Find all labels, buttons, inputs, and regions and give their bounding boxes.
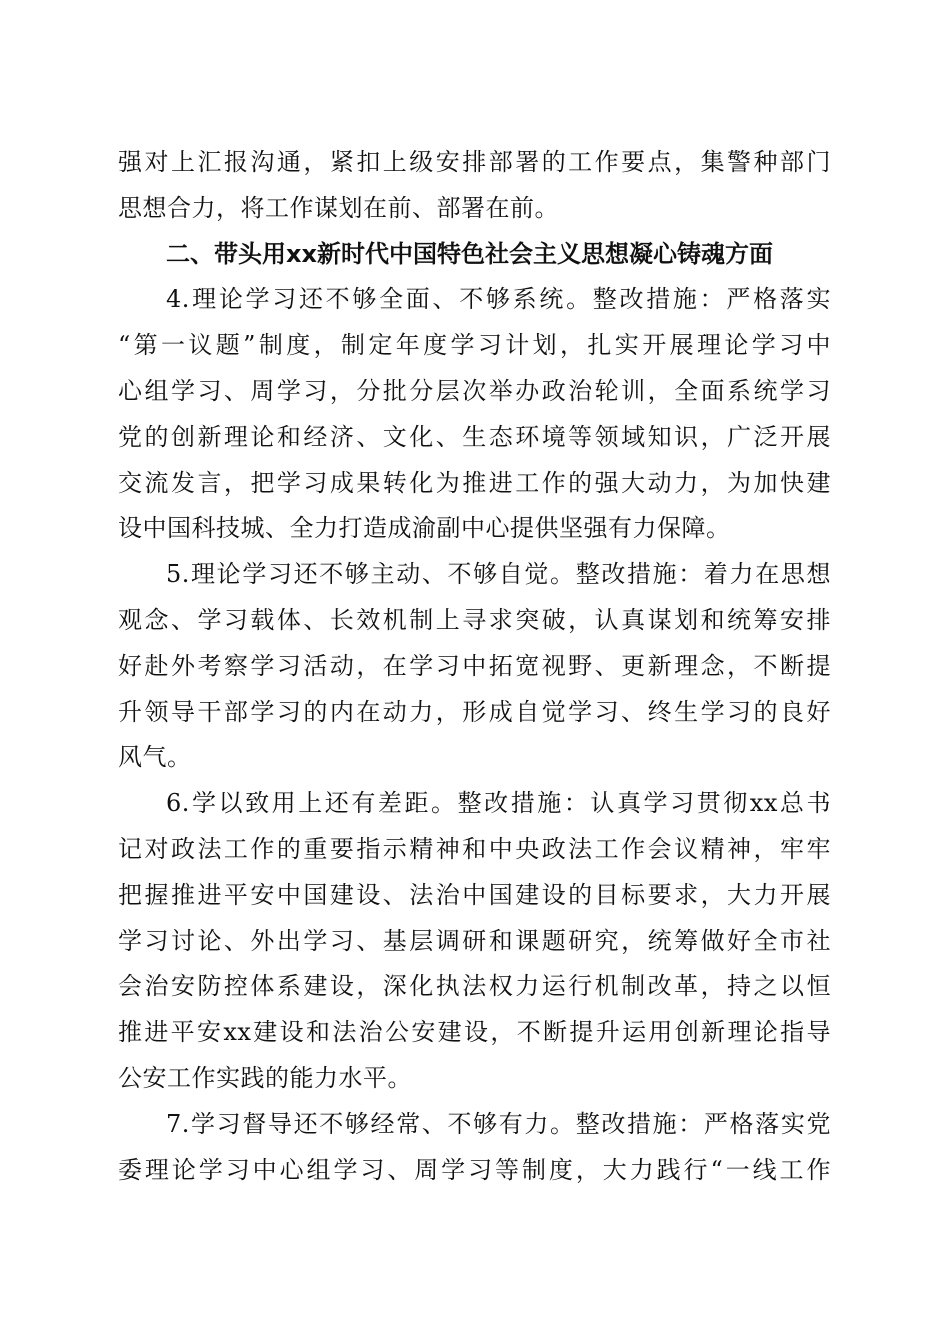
text-line: 风气。 [118, 743, 192, 772]
text-line: 交流发言，把学习成果转化为推进工作的强大动力，为加快建 [118, 468, 831, 497]
text-line: 观念、学习载体、长效机制上寻求突破，认真谋划和统筹安排 [118, 605, 831, 634]
text-line: 设中国科技城、全力打造成渝副中心提供坚强有力保障。 [118, 514, 731, 543]
text-line: 学习讨论、外出学习、基层调研和课题研究，统筹做好全市社 [118, 926, 831, 955]
text-line: 思想合力，将工作谋划在前、部署在前。 [118, 193, 559, 222]
paragraph-item-7 [118, 1102, 831, 1194]
text-line: 好赴外考察学习活动，在学习中拓宽视野、更新理念，不断提 [118, 651, 831, 680]
text-line: “第一议题”制度，制定年度学习计划，扎实开展理论学习中 [118, 331, 831, 360]
text-line: 推进平安xx建设和法治公安建设，不断提升运用创新理论指导 [118, 1018, 831, 1047]
section-heading: 二、带头用xx新时代中国特色社会主义思想凝心铸魂方面 [166, 239, 773, 268]
text-line: 4.理论学习还不够全面、不够系统。整改措施：严格落实 [166, 285, 831, 314]
paragraph-item-6 [118, 781, 831, 1102]
text-line: 强对上汇报沟通，紧扣上级安排部署的工作要点，集警种部门 [118, 148, 831, 176]
text-line: 升领导干部学习的内在动力，形成自觉学习、终生学习的良好 [118, 697, 831, 726]
text-line: 委理论学习中心组学习、周学习等制度，大力践行“一线工作 [118, 1155, 831, 1184]
paragraph-item-4 [118, 277, 831, 552]
text-line: 7.学习督导还不够经常、不够有力。整改措施：严格落实党 [166, 1109, 831, 1138]
text-line: 心组学习、周学习，分批分层次举办政治轮训，全面系统学习 [118, 376, 831, 405]
text-line: 把握推进平安中国建设、法治中国建设的目标要求，大力开展 [118, 880, 831, 909]
text-line: 会治安防控体系建设，深化执法权力运行机制改革，持之以恒 [118, 972, 831, 1001]
document-body [118, 140, 831, 1193]
paragraph-item-5 [118, 552, 831, 781]
text-line: 公安工作实践的能力水平。 [118, 1063, 412, 1092]
text-line: 党的创新理论和经济、文化、生态环境等领域知识，广泛开展 [118, 422, 831, 451]
text-line: 5.理论学习还不够主动、不够自觉。整改措施：着力在思想 [166, 560, 831, 589]
text-line: 记对政法工作的重要指示精神和中央政法工作会议精神，牢牢 [118, 834, 831, 863]
intro-paragraph [118, 140, 831, 232]
text-line: 6.学以致用上还有差距。整改措施：认真学习贯彻xx总书 [166, 789, 831, 818]
